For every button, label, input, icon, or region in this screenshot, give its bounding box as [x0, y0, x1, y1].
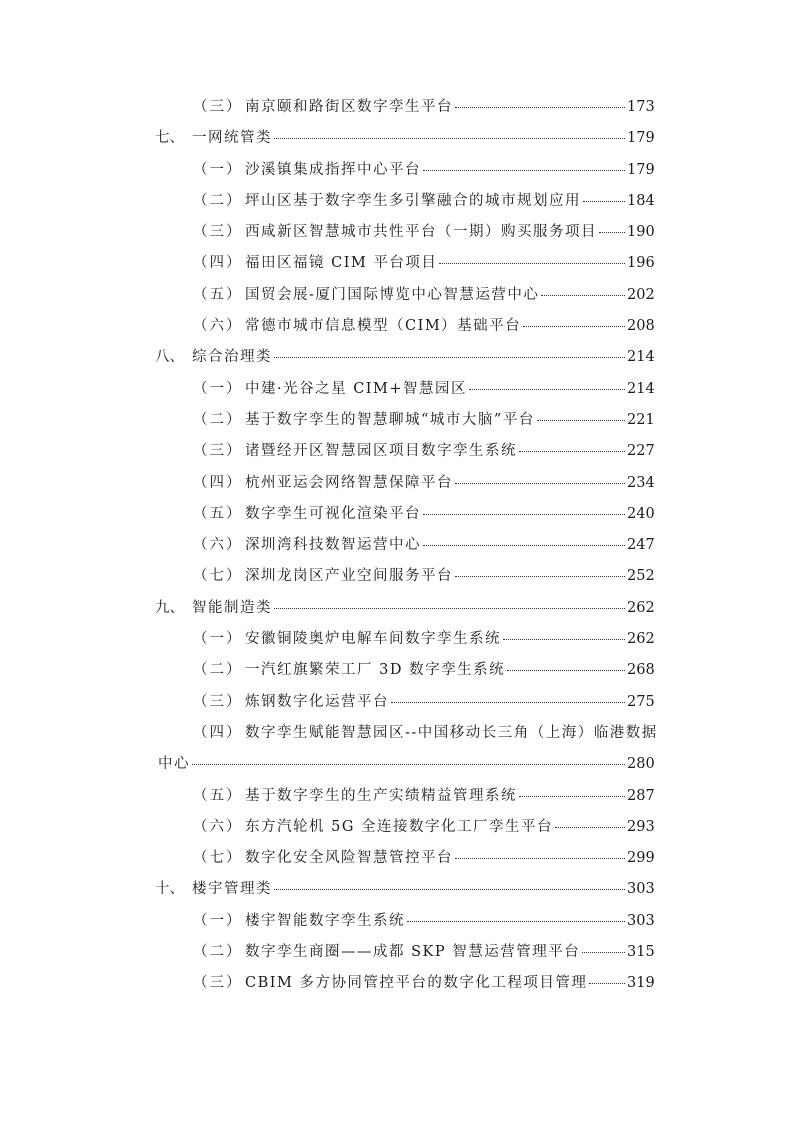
dot-leader [423, 545, 625, 546]
toc-entry-title: 基于数字孪生的智慧聊城“城市大脑”平台 [245, 411, 535, 428]
toc-entry-page: 202 [627, 286, 655, 303]
toc-entry-page: 190 [627, 224, 655, 241]
toc-entry[interactable] [0, 909, 793, 940]
toc-entry-number: （四） [193, 255, 243, 272]
toc-entry-page: 315 [627, 944, 655, 961]
toc-entry-title: 安徽铜陵奥炉电解车间数字孪生系统 [245, 631, 501, 648]
toc-entry[interactable] [0, 158, 793, 189]
toc-entry-number: （六） [193, 537, 243, 554]
toc-entry-page: 268 [627, 662, 655, 679]
dot-leader [391, 702, 625, 703]
toc-entry-number: （五） [193, 505, 243, 522]
toc-entry-number: （一） [193, 631, 243, 648]
dot-leader [192, 764, 625, 765]
toc-entry-page: 303 [627, 881, 655, 898]
toc-entry-number: （七） [193, 568, 243, 585]
toc-entry-title: 南京颐和路街区数字孪生平台 [245, 99, 453, 115]
toc-entry-number: 八、 [155, 349, 184, 366]
toc-entry-number: （三） [193, 443, 243, 460]
toc-entry-title: CBIM 多方协同管控平台的数字化工程项目管理 [245, 975, 588, 992]
toc-entry[interactable] [0, 940, 793, 971]
toc-section-entry[interactable] [0, 877, 793, 908]
toc-entry[interactable] [0, 283, 793, 314]
toc-entry[interactable] [0, 971, 793, 1002]
toc-entry-title: 数字孪生商圈——成都 SKP 智慧运营管理平台 [245, 944, 581, 961]
toc-entry[interactable] [0, 690, 793, 721]
toc-entry-number: （二） [193, 662, 243, 679]
dot-leader [274, 357, 625, 358]
dot-leader [589, 983, 625, 984]
toc-entry-page: 179 [627, 130, 655, 147]
toc-entry[interactable] [0, 502, 793, 533]
toc-entry-page: 319 [627, 975, 655, 992]
toc-entry-number: （五） [193, 787, 243, 804]
toc-entry-number: （七） [193, 850, 243, 867]
toc-entry-page: 221 [627, 411, 655, 428]
toc-entry[interactable] [0, 721, 793, 752]
toc-entry-page: 275 [627, 693, 655, 710]
toc-entry[interactable] [0, 220, 793, 251]
toc-section-entry[interactable] [0, 345, 793, 376]
toc-entry-page: 252 [627, 568, 655, 585]
toc-entry-title: 炼钢数字化运营平台 [245, 693, 389, 710]
toc-entry-number: （四） [193, 474, 243, 491]
toc-entry[interactable] [0, 189, 793, 220]
dot-leader [455, 107, 625, 108]
dot-leader [423, 514, 625, 515]
toc-entry-number: （三） [193, 99, 243, 115]
toc-entry[interactable] [0, 846, 793, 877]
dot-leader [519, 451, 625, 452]
dot-leader [469, 389, 625, 390]
toc-entry[interactable] [0, 251, 793, 282]
toc-entry-number: 七、 [155, 130, 184, 147]
toc-entry[interactable] [0, 658, 793, 689]
toc-section-entry[interactable] [0, 596, 793, 627]
toc-entry-page: 214 [627, 349, 655, 366]
toc-entry-number: （四） [193, 724, 243, 741]
dot-leader [555, 827, 625, 828]
toc-entry-title: 坪山区基于数字孪生多引擎融合的城市规划应用 [245, 192, 581, 209]
toc-entry-title: 常德市城市信息模型（CIM）基础平台 [245, 318, 522, 335]
dot-leader [599, 232, 625, 233]
toc-entry-number: （三） [193, 975, 243, 992]
toc-entry-number: （六） [193, 818, 243, 835]
toc-entry-title: 福田区福镜 CIM 平台项目 [245, 255, 438, 272]
toc-entry-number: （二） [193, 944, 243, 961]
toc-entry-page: 299 [627, 850, 655, 867]
dot-leader [274, 889, 625, 890]
toc-entry-title: 数字孪生可视化渲染平台 [245, 505, 421, 522]
toc-entry-page: 293 [627, 818, 655, 835]
toc-entry-page: 214 [627, 380, 655, 397]
dot-leader [423, 170, 625, 171]
toc-entry[interactable] [0, 471, 793, 502]
toc-entry-number: （三） [193, 693, 243, 710]
dot-leader [583, 201, 625, 202]
toc-entry[interactable] [0, 95, 793, 126]
dot-leader [455, 858, 625, 859]
dot-leader [274, 138, 625, 139]
toc-entry-page: 227 [627, 443, 655, 460]
dot-leader [519, 796, 625, 797]
toc-entry[interactable] [0, 314, 793, 345]
toc-entry[interactable] [0, 784, 793, 815]
toc-entry-number: （五） [193, 286, 243, 303]
toc-entry-page: 184 [627, 192, 655, 209]
dot-leader [582, 952, 625, 953]
toc-entry-title: 数字化安全风险智慧管控平台 [245, 850, 453, 867]
dot-leader [503, 639, 625, 640]
toc-entry-page: 196 [627, 255, 655, 272]
toc-entry[interactable] [0, 439, 793, 470]
toc-entry-title: 深圳湾科技数智运营中心 [245, 537, 421, 554]
toc-entry-title: 数字孪生赋能智慧园区--中国移动长三角（上海）临港数据 [245, 724, 658, 741]
toc-entry-title: 基于数字孪生的生产实绩精益管理系统 [245, 787, 517, 804]
toc-entry-page: 280 [627, 756, 655, 773]
toc-entry-page: 287 [627, 787, 655, 804]
toc-entry-page: 234 [627, 474, 655, 491]
dot-leader [455, 576, 625, 577]
toc-entry-title: 一汽红旗繁荣工厂 3D 数字孪生系统 [245, 662, 506, 679]
table-of-contents [0, 95, 793, 1003]
dot-leader [407, 921, 625, 922]
toc-entry-number: （六） [193, 318, 243, 335]
toc-entry[interactable] [0, 408, 793, 439]
toc-entry-page: 208 [627, 318, 655, 335]
toc-entry-page: 179 [627, 161, 655, 178]
toc-entry-page: 303 [627, 912, 655, 929]
toc-entry-title: 国贸会展-厦门国际博览中心智慧运营中心 [245, 286, 540, 303]
toc-entry-title: 一网统管类 [192, 130, 272, 147]
toc-entry-number: （二） [193, 192, 243, 209]
toc-entry-title: 中建·光谷之星 CIM+智慧园区 [245, 380, 468, 397]
toc-entry-title: 综合治理类 [192, 349, 272, 366]
toc-entry-number: 九、 [155, 599, 184, 616]
toc-entry-title: 深圳龙岗区产业空间服务平台 [245, 568, 453, 585]
toc-entry-page: 247 [627, 537, 655, 554]
dot-leader [541, 295, 625, 296]
toc-entry[interactable] [0, 377, 793, 408]
dot-leader [537, 420, 625, 421]
dot-leader [274, 608, 625, 609]
toc-entry[interactable] [0, 815, 793, 846]
toc-entry-continuation[interactable] [0, 752, 793, 783]
toc-entry-title: 智能制造类 [192, 599, 272, 616]
toc-entry-page: 240 [627, 505, 655, 522]
toc-entry-title: 杭州亚运会网络智慧保障平台 [245, 474, 453, 491]
toc-entry-number: （一） [193, 380, 243, 397]
toc-entry-title: 诸暨经开区智慧园区项目数字孪生系统 [245, 443, 517, 460]
dot-leader [439, 263, 625, 264]
dot-leader [523, 326, 625, 327]
toc-entry-page: 173 [627, 99, 655, 115]
toc-entry[interactable] [0, 564, 793, 595]
toc-entry-title: 沙溪镇集成指挥中心平台 [245, 161, 421, 178]
toc-entry-title: 西咸新区智慧城市共性平台（一期）购买服务项目 [245, 224, 597, 241]
dot-leader [455, 483, 625, 484]
toc-entry[interactable] [0, 533, 793, 564]
toc-section-entry[interactable] [0, 126, 793, 157]
toc-entry-title: 楼宇智能数字孪生系统 [245, 912, 405, 929]
toc-entry-number: （一） [193, 161, 243, 178]
toc-entry-page: 262 [627, 631, 655, 648]
toc-entry-page: 262 [627, 599, 655, 616]
dot-leader [507, 670, 625, 671]
toc-entry-number: （一） [193, 912, 243, 929]
toc-entry-number: （三） [193, 224, 243, 241]
toc-entry-title: 中心 [158, 756, 190, 773]
toc-entry-title: 东方汽轮机 5G 全连接数字化工厂孪生平台 [245, 818, 554, 835]
toc-entry[interactable] [0, 627, 793, 658]
toc-entry-number: 十、 [155, 881, 184, 898]
toc-entry-number: （二） [193, 411, 243, 428]
toc-entry-title: 楼宇管理类 [192, 881, 272, 898]
